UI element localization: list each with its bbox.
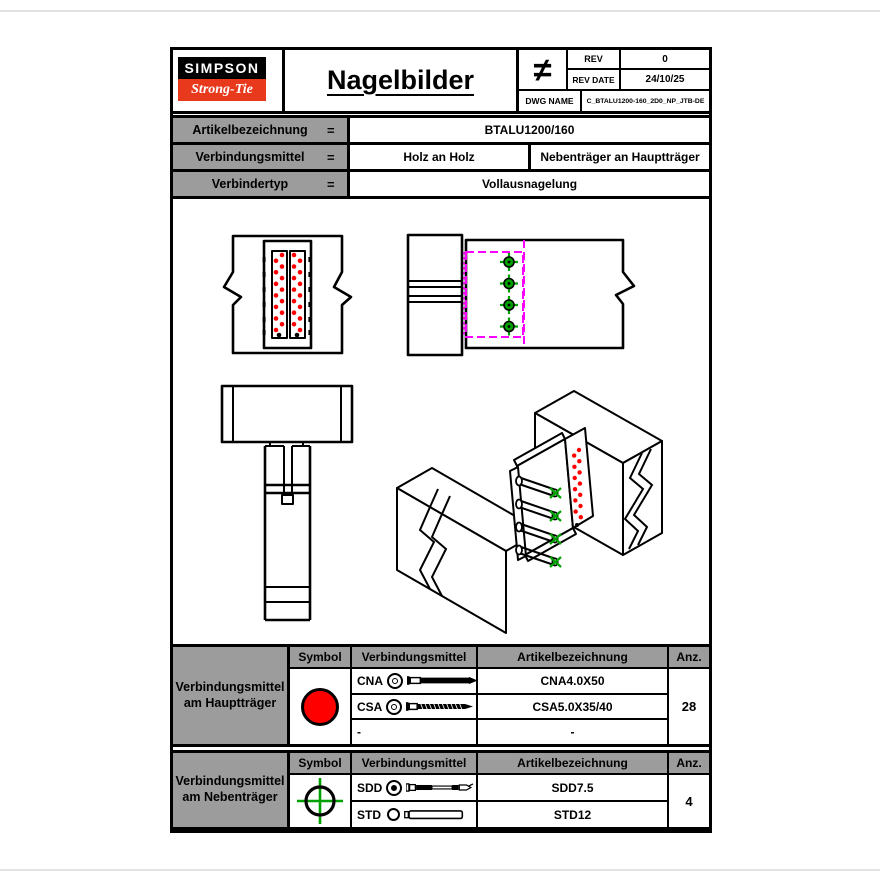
info-row-artikelbezeichnung bbox=[173, 118, 709, 145]
dwg-name-label: DWG NAME bbox=[519, 91, 582, 111]
dwg-name-value: C_BTALU1200-160_2D0_NP_JTB-DE bbox=[586, 97, 705, 105]
fastener-table-hauptraeger bbox=[173, 644, 709, 747]
dowel-sdd-icon bbox=[406, 780, 478, 795]
info-row-verbindungsmittel bbox=[173, 145, 709, 172]
rev-value: 0 bbox=[621, 50, 709, 70]
std-ring-symbol-icon bbox=[387, 808, 400, 821]
rev-date-label: REV DATE bbox=[568, 70, 621, 91]
sdd-ring-symbol-icon bbox=[386, 780, 402, 796]
article-info-table bbox=[173, 118, 709, 199]
page-top-edge bbox=[0, 10, 880, 12]
group-label: Verbindungsmittel am Nebenträger bbox=[173, 753, 290, 827]
verbindungsmittel-value-2: Nebenträger an Hauptträger bbox=[528, 145, 709, 169]
table-header-row: Symbol Verbindungsmittel Artikelbezeichnung Anz. bbox=[290, 647, 709, 669]
group-label: Verbindungsmittel am Hauptträger bbox=[173, 647, 290, 744]
sheet-title-cell bbox=[285, 50, 516, 111]
sheet-title: Nagelbilder bbox=[326, 65, 475, 95]
table-row: CNA CNA4.0X50 bbox=[352, 669, 669, 695]
anzahl-value: 4 bbox=[669, 775, 709, 827]
front-view-drawing bbox=[224, 236, 351, 353]
simpson-strongtie-logo bbox=[178, 57, 266, 101]
crosshair-dowel-symbol-icon bbox=[296, 777, 344, 825]
side-view-drawing bbox=[408, 235, 634, 355]
header-separator bbox=[173, 111, 709, 118]
table-row: CSA CSA5.0X35/40 bbox=[352, 695, 669, 721]
table-row: STD STD12 bbox=[352, 802, 669, 827]
drawing-area bbox=[173, 200, 709, 644]
artikel-value: BTALU1200/160 bbox=[484, 123, 575, 137]
top-view-drawing bbox=[222, 386, 352, 620]
rev-date-value: 24/10/25 bbox=[621, 70, 709, 91]
symbol-cell bbox=[290, 775, 352, 827]
verbindungsmittel-value-1: Holz an Holz bbox=[403, 150, 475, 164]
table-header-row: Symbol Verbindungsmittel Artikelbezeichnung Anz. bbox=[290, 753, 709, 775]
logo-simpson: SIMPSON bbox=[178, 57, 266, 79]
table-row: - - bbox=[352, 720, 669, 744]
page-bottom-edge bbox=[0, 869, 880, 871]
symbol-cell bbox=[290, 669, 352, 744]
info-label: Artikelbezeichnung = bbox=[173, 118, 350, 142]
projection-symbol-icon: ≠ bbox=[519, 50, 568, 91]
isometric-view-drawing bbox=[397, 391, 662, 633]
nail-ring-symbol-icon bbox=[387, 673, 403, 689]
screw-icon bbox=[406, 699, 478, 714]
red-circle-nail-symbol-icon bbox=[301, 688, 339, 726]
table-row: SDD SDD7.5 bbox=[352, 775, 669, 802]
dowel-std-icon bbox=[404, 807, 476, 822]
logo-cell bbox=[173, 50, 285, 111]
title-block bbox=[173, 50, 709, 111]
info-label: Verbindungsmittel = bbox=[173, 145, 350, 169]
info-label: Verbindertyp = bbox=[173, 172, 350, 196]
screw-ring-symbol-icon bbox=[386, 699, 402, 715]
rev-label: REV bbox=[568, 50, 621, 70]
technical-drawing bbox=[173, 200, 709, 644]
logo-strongtie: Strong-Tie bbox=[178, 79, 266, 101]
revision-block bbox=[516, 50, 709, 111]
nail-icon bbox=[407, 673, 479, 688]
verbindertyp-value: Vollausnagelung bbox=[481, 177, 578, 191]
drawing-frame bbox=[170, 47, 712, 833]
info-row-verbindertyp bbox=[173, 172, 709, 199]
anzahl-value: 28 bbox=[669, 669, 709, 744]
fastener-table-nebentraeger bbox=[173, 750, 709, 830]
